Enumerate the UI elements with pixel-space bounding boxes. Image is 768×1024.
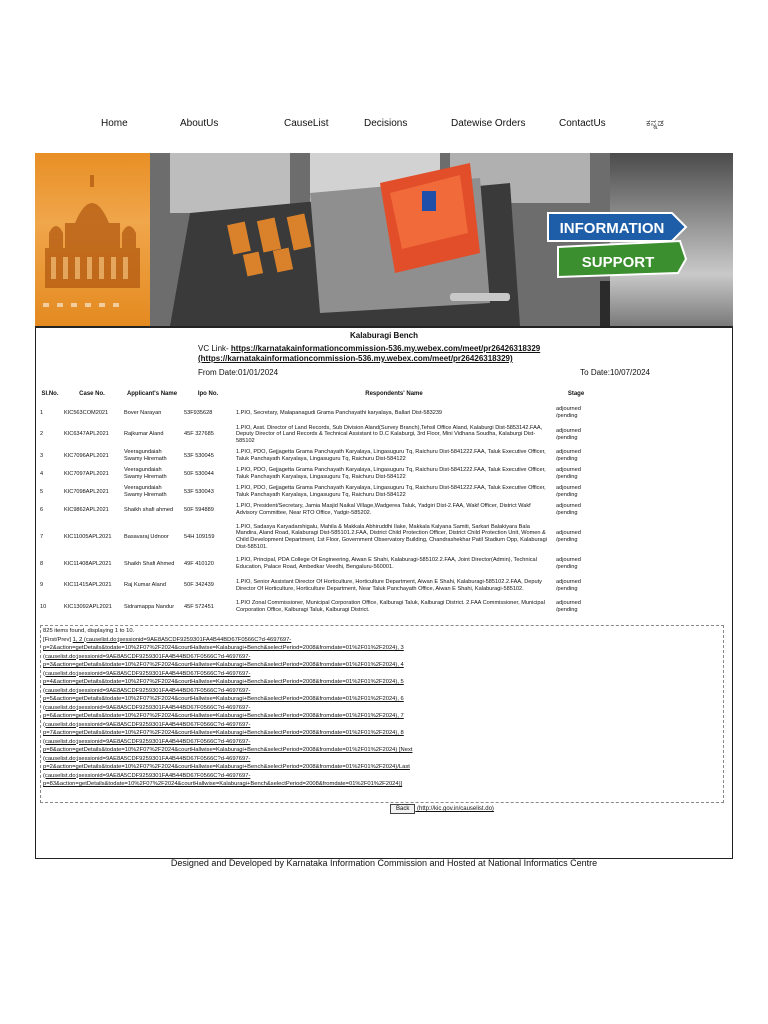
first-prev-label: [First/Prev] xyxy=(43,636,73,643)
cell-slno: 6 xyxy=(40,506,44,513)
pagination-line xyxy=(43,772,721,781)
cell-stage: adjourned /pending xyxy=(556,557,581,570)
cell-case-no: KIC7097APL2021 xyxy=(64,470,109,477)
cell-case-no: KIC7096APL2021 xyxy=(64,452,109,459)
to-date: To Date:10/07/2024 xyxy=(580,368,650,377)
pagination-line xyxy=(43,695,721,704)
cell-applicant: Sidramappa Nandur xyxy=(124,603,175,610)
cell-respondents: 1.PIO, Sadasya Karyadarshigalu, Mahila & Makkala Abhiruddhi Ilake, Makkala Kalyana Samiti, Sarkari Balakiyara Bala Mandira, Aland Road, Kalaburagi Dist-585101.2.FAA, District Child Protection Officer, District Child Protection Unit, Women & Child Development Department, 1st Floor, Government Observatory Building, Chandrashekhar Patil Stadium Opp, Kalaburagi Dist-585101. xyxy=(236,523,547,550)
footer-credit: Designed and Developed by Karnataka Information Commission and Hosted at National Informatics Centre xyxy=(170,858,598,868)
page-link[interactable]: (causelist.do;jsessionid=9AE8A5CDF9259301FA4B44BD67F0566C?d-4697697- xyxy=(43,738,251,745)
pagination-line xyxy=(43,661,721,670)
pagination-line xyxy=(43,636,721,645)
pagination-box xyxy=(40,625,724,803)
table-row xyxy=(38,555,598,573)
page-link[interactable]: (causelist.do;jsessionid=9AE8A5CDF9259301FA4B44BD67F0566C?d-4697697- xyxy=(43,687,251,694)
page-link[interactable]: p=8&action=getDetails&todate=10%2F07%2F2024&courtHallwise=Kalaburagi+Bench&selectPeriod=2008&fromdate=01%2F01%2F2024) [Next xyxy=(43,747,413,753)
cell-respondents: 1.PIO, Senior Assistant Director Of Horticulture, Horticulture Department, Aiwan E Shahi, Kalaburagi-585102.2.FAA, Deputy Director Of Horticulture, Horticulture Department, Near Taluk Panchayath Office, Aiwan E Shahi, Kalaburagi-585102. xyxy=(236,578,542,592)
page-link[interactable]: p=4&action=getDetails&todate=10%2F07%2F2024&courtHallwise=Kalaburagi+Bench&selectPeriod=2008&fromdate=01%2F01%2F2024), 5 xyxy=(43,679,404,685)
cell-stage: adjourned /pending xyxy=(556,485,581,498)
cell-applicant: Shaikh shafi ahmed xyxy=(124,506,174,513)
cell-applicant: Veeragundaiah Swamy Hiremath xyxy=(124,449,167,462)
col-header-applicant: Applicant's Name xyxy=(126,390,178,397)
table-row xyxy=(38,404,598,422)
pagination-line xyxy=(43,678,721,687)
cell-stage: adjourned /pending xyxy=(556,449,581,462)
page-link[interactable]: (causelist.do;jsessionid=9AE8A5CDF9259301FA4B44BD67F0566C?d-4697697- xyxy=(43,670,251,677)
top-nav xyxy=(0,112,768,136)
table-row xyxy=(38,519,598,555)
pagination-line xyxy=(43,704,721,713)
nav-kannada[interactable]: ಕನ್ನಡ xyxy=(646,118,664,129)
table-row xyxy=(38,422,598,447)
cell-respondents: 1.PIO, President/Secretary, Jamia Masjid Naikal Village,Wadgerea Taluk, Yadgiri Dist-2.FAA, Wakf Officer, District Wakf Advisory Committee, Near RTO Office, Yadgir-585202. xyxy=(236,503,531,516)
cell-applicant: Raj Kumar Aland xyxy=(124,582,166,589)
vc-link-block xyxy=(198,344,540,364)
page-link[interactable]: (causelist.do;jsessionid=9AE8A5CDF9259301FA4B44BD67F0566C?d-4697697- xyxy=(43,721,251,728)
cell-ipo-no: 45F 327685 xyxy=(184,431,214,438)
cell-ipo-no: 49F 410120 xyxy=(184,560,214,567)
page-link[interactable]: p=6&action=getDetails&todate=10%2F07%2F2024&courtHallwise=Kalaburagi+Bench&selectPeriod=2008&fromdate=01%2F01%2F2024), 7 xyxy=(43,713,404,719)
cell-case-no: KIC7098APL2021 xyxy=(64,488,109,495)
last-link[interactable]: (causelist.do;jsessionid=9AE8A5CDF9259301FA4B44BD67F0566C?d-4697697- xyxy=(43,772,251,779)
cell-slno: 9 xyxy=(40,582,44,589)
cell-case-no: KIC11408APL2021 xyxy=(64,560,112,567)
col-header-respondents: Respondents' Name xyxy=(365,390,423,397)
vc-link-full[interactable]: (https://karnatakainformationcommission-536.my.webex.com/meet/pr26426318329) xyxy=(198,354,513,363)
last-link[interactable]: p=83&action=getDetails&todate=10%2F07%2F2024&courtHallwise=Kalaburagi+Bench&selectPeriod=2008&fromdate=01%2F01%2F2024)] xyxy=(43,781,403,787)
nav-contactus[interactable]: ContactUs xyxy=(559,118,606,129)
vidhana-soudha-emblem xyxy=(35,153,150,326)
cell-ipo-no: 50F 530044 xyxy=(184,470,214,477)
cell-case-no: KIC11415APL2021 xyxy=(64,582,112,589)
cell-respondents: 1.PIO Zonal Commissioner, Municipal Corporation Office, Kalburagi Taluk, Kalburagi District. 2.FAA Commissioner, Municipal Corporation Office, Kalburagi Taluk, Kalburagi District. xyxy=(236,600,545,613)
back-button[interactable]: Back xyxy=(390,804,415,814)
cell-slno: 1 xyxy=(40,409,44,416)
pagination-line xyxy=(43,670,721,679)
signpost-pole xyxy=(600,281,610,326)
page-link[interactable]: p=2&action=getDetails&todate=10%2F07%2F2024&courtHallwise=Kalaburagi+Bench&selectPeriod=2008&fromdate=01%2F01%2F2024), 3 xyxy=(43,645,404,651)
page-link[interactable]: p=7&action=getDetails&todate=10%2F07%2F2024&courtHallwise=Kalaburagi+Bench&selectPeriod=2008&fromdate=01%2F01%2F2024), 8 xyxy=(43,730,404,736)
pagination-line xyxy=(43,780,721,789)
pagination-line xyxy=(43,738,721,747)
col-header-ipo-no: Ipo No. xyxy=(197,390,219,397)
cell-case-no: KIC13092APL2021 xyxy=(64,603,112,610)
vc-link-label: VC Link- xyxy=(198,344,231,353)
nav-home[interactable]: Home xyxy=(101,118,128,129)
col-header-slno: Sl.No. xyxy=(41,390,59,397)
cell-ipo-no: 50F 594889 xyxy=(184,506,214,513)
pagination-line xyxy=(43,687,721,696)
cell-slno: 10 xyxy=(40,603,47,610)
cell-respondents: 1.PIO, PDO, Gejjagetta Grama Panchayath Karyalaya, Lingasuguru Tq, Raichuru Dist-5841222.FAA, Taluk Executive Officer, Taluk Panchayath Karyalaya, Lingasuguru Tq, Raichuru Dist-584122 xyxy=(236,485,546,498)
table-row xyxy=(38,483,598,501)
bench-title: Kalaburagi Bench xyxy=(349,331,418,340)
pagination-line xyxy=(43,763,721,772)
from-date: From Date:01/01/2024 xyxy=(198,368,279,377)
cell-stage: adjourned /pending xyxy=(556,427,581,441)
pagination-line xyxy=(43,755,721,764)
vc-link[interactable]: https://karnatakainformationcommission-536.my.webex.com/meet/pr26426318329 xyxy=(230,344,541,353)
nav-decisions[interactable]: Decisions xyxy=(364,118,408,129)
header-banner xyxy=(35,153,733,326)
cell-slno: 8 xyxy=(40,560,44,567)
cell-ipo-no: 45F 572451 xyxy=(184,603,214,610)
page-link[interactable]: (causelist.do;jsessionid=9AE8A5CDF9259301FA4B44BD67F0566C?d-4697697- xyxy=(43,704,251,711)
cell-applicant: Veeragundaiah Swamy Hiremath xyxy=(124,467,167,480)
cell-slno: 3 xyxy=(40,452,44,459)
pagination-line xyxy=(43,644,721,653)
cell-applicant: Bover Narayan xyxy=(124,409,162,416)
table-row xyxy=(38,501,598,519)
cell-case-no: KIC11005APL2021 xyxy=(64,533,112,540)
cell-case-no: KIC563COM2021 xyxy=(64,409,109,416)
cause-list-table xyxy=(38,384,598,616)
page-link[interactable]: (causelist.do;jsessionid=9AE8A5CDF9259301FA4B44BD67F0566C?d-4697697- xyxy=(43,653,251,660)
page-link[interactable]: p=5&action=getDetails&todate=10%2F07%2F2024&courtHallwise=Kalaburagi+Bench&selectPeriod=2008&fromdate=01%2F01%2F2024), 6 xyxy=(43,696,404,702)
cell-slno: 5 xyxy=(40,488,44,495)
cell-stage: adjourned /pending xyxy=(556,600,581,613)
pagination-summary: 825 items found, displaying 1 to 10. xyxy=(43,628,135,634)
cell-stage: adjourned /pending xyxy=(556,467,581,480)
sign-information-text: INFORMATION xyxy=(559,220,665,237)
cell-respondents: 1.PIO, Secretary, Malapanagudi Grama Panchayathi karyalaya, Ballari Dist-583239 xyxy=(236,409,443,416)
cell-ipo-no: 50F 342439 xyxy=(184,582,214,589)
cell-slno: 2 xyxy=(40,431,44,438)
cell-applicant: Rajkumar Aland xyxy=(124,431,164,438)
cell-stage: adjourned /pending xyxy=(556,503,581,516)
cell-ipo-no: 53F 530045 xyxy=(184,452,214,459)
back-row xyxy=(390,804,494,814)
table-row xyxy=(38,598,598,616)
cell-respondents: 1.PIO, PDO, Gejjagetta Grama Panchayath Karyalaya, Lingasuguru Tq, Raichuru Dist-5841222.FAA, Taluk Executive Officer, Taluk Panchayath Karyalaya, Lingasuguru Tq, Raichuru Dist-584122 xyxy=(236,467,546,480)
cell-stage: adjourned /pending xyxy=(556,530,581,543)
cell-applicant: Basavaraj Udnoor xyxy=(124,533,169,540)
cell-stage: adjourned /pending xyxy=(556,578,581,592)
back-link[interactable]: (http://kic.gov.in/causelist.do) xyxy=(415,806,494,812)
table-row xyxy=(38,573,598,598)
cell-slno: 4 xyxy=(40,470,44,477)
pagination-line xyxy=(43,729,721,738)
cell-applicant: Shaikh Shafi Ahmed xyxy=(124,560,175,567)
col-header-stage: Stage xyxy=(567,390,585,397)
col-header-case-no: Case No. xyxy=(79,390,105,397)
pagination-line xyxy=(43,746,721,755)
sign-support-text: SUPPORT xyxy=(581,254,655,271)
cell-stage: adjourned /pending xyxy=(556,406,581,419)
table-row xyxy=(38,447,598,465)
nav-aboutus[interactable]: AboutUs xyxy=(180,118,219,129)
cell-ipo-no: 53F935628 xyxy=(184,409,213,416)
cell-applicant: Veeragundaiah Swamy Hiremath xyxy=(124,485,167,498)
cell-case-no: KIC6347APL2021 xyxy=(64,431,109,438)
pagination-line xyxy=(43,712,721,721)
cell-respondents: 1.PIO, Principal, PDA College Of Engineering, Aiwan E Shahi, Kalaburagi-585102.2.FAA, Joint Director(Admin), Technical Education, Palace Road, Ambedkar Veedhi, Bengaluru-560001. xyxy=(236,557,537,570)
pagination-line xyxy=(43,653,721,662)
cell-ipo-no: 53F 530043 xyxy=(184,488,214,495)
cell-slno: 7 xyxy=(40,533,44,540)
cell-respondents: 1.PIO, PDO, Gejjagetta Grama Panchayath Karyalaya, Lingasuguru Tq, Raichuru Dist-5841222.FAA, Taluk Executive Officer, Taluk Panchayath Karyalaya, Lingasuguru Tq, Raichuru Dist-584122 xyxy=(236,449,546,462)
nav-causelist[interactable]: CauseList xyxy=(284,118,329,129)
table-row xyxy=(38,465,598,483)
cell-respondents: 1.PIO, Asst. Director of Land Records, Sub Division Aland(Survey Branch),Tehsil Office Aland, Kalaburgi Dist-5853142.FAA, Deputy Director of Land Records & Technical Assistant to D.C Kalaburgi, 3rd Floor, Mini Vidhana Soudha, Kalaburgi Dist-585102 xyxy=(236,424,543,444)
next-link[interactable]: (causelist.do;jsessionid=9AE8A5CDF9259301FA4B44BD67F0566C?d-4697697- xyxy=(43,755,251,762)
next-link[interactable]: p=2&action=getDetails&todate=10%2F07%2F2024&courtHallwise=Kalaburagi+Bench&selectPeriod=2008&fromdate=01%2F01%2F2024)/Last xyxy=(43,764,410,770)
date-range xyxy=(198,368,650,377)
pagination-line xyxy=(43,721,721,730)
cell-ipo-no: 54H 109159 xyxy=(184,533,215,540)
information-sign xyxy=(540,211,690,286)
cause-list-panel xyxy=(35,326,733,859)
page-link[interactable]: p=3&action=getDetails&todate=10%2F07%2F2024&courtHallwise=Kalaburagi+Bench&selectPeriod=2008&fromdate=01%2F01%2F2024), 4 xyxy=(43,662,404,668)
page-link[interactable]: 1, 2 (causelist.do;jsessionid=9AE8A5CDF9259301FA4B44BD67F0566C?d-4697697- xyxy=(72,636,292,643)
cell-case-no: KIC9862APL2021 xyxy=(64,506,109,513)
nav-datewise-orders[interactable]: Datewise Orders xyxy=(451,118,526,129)
